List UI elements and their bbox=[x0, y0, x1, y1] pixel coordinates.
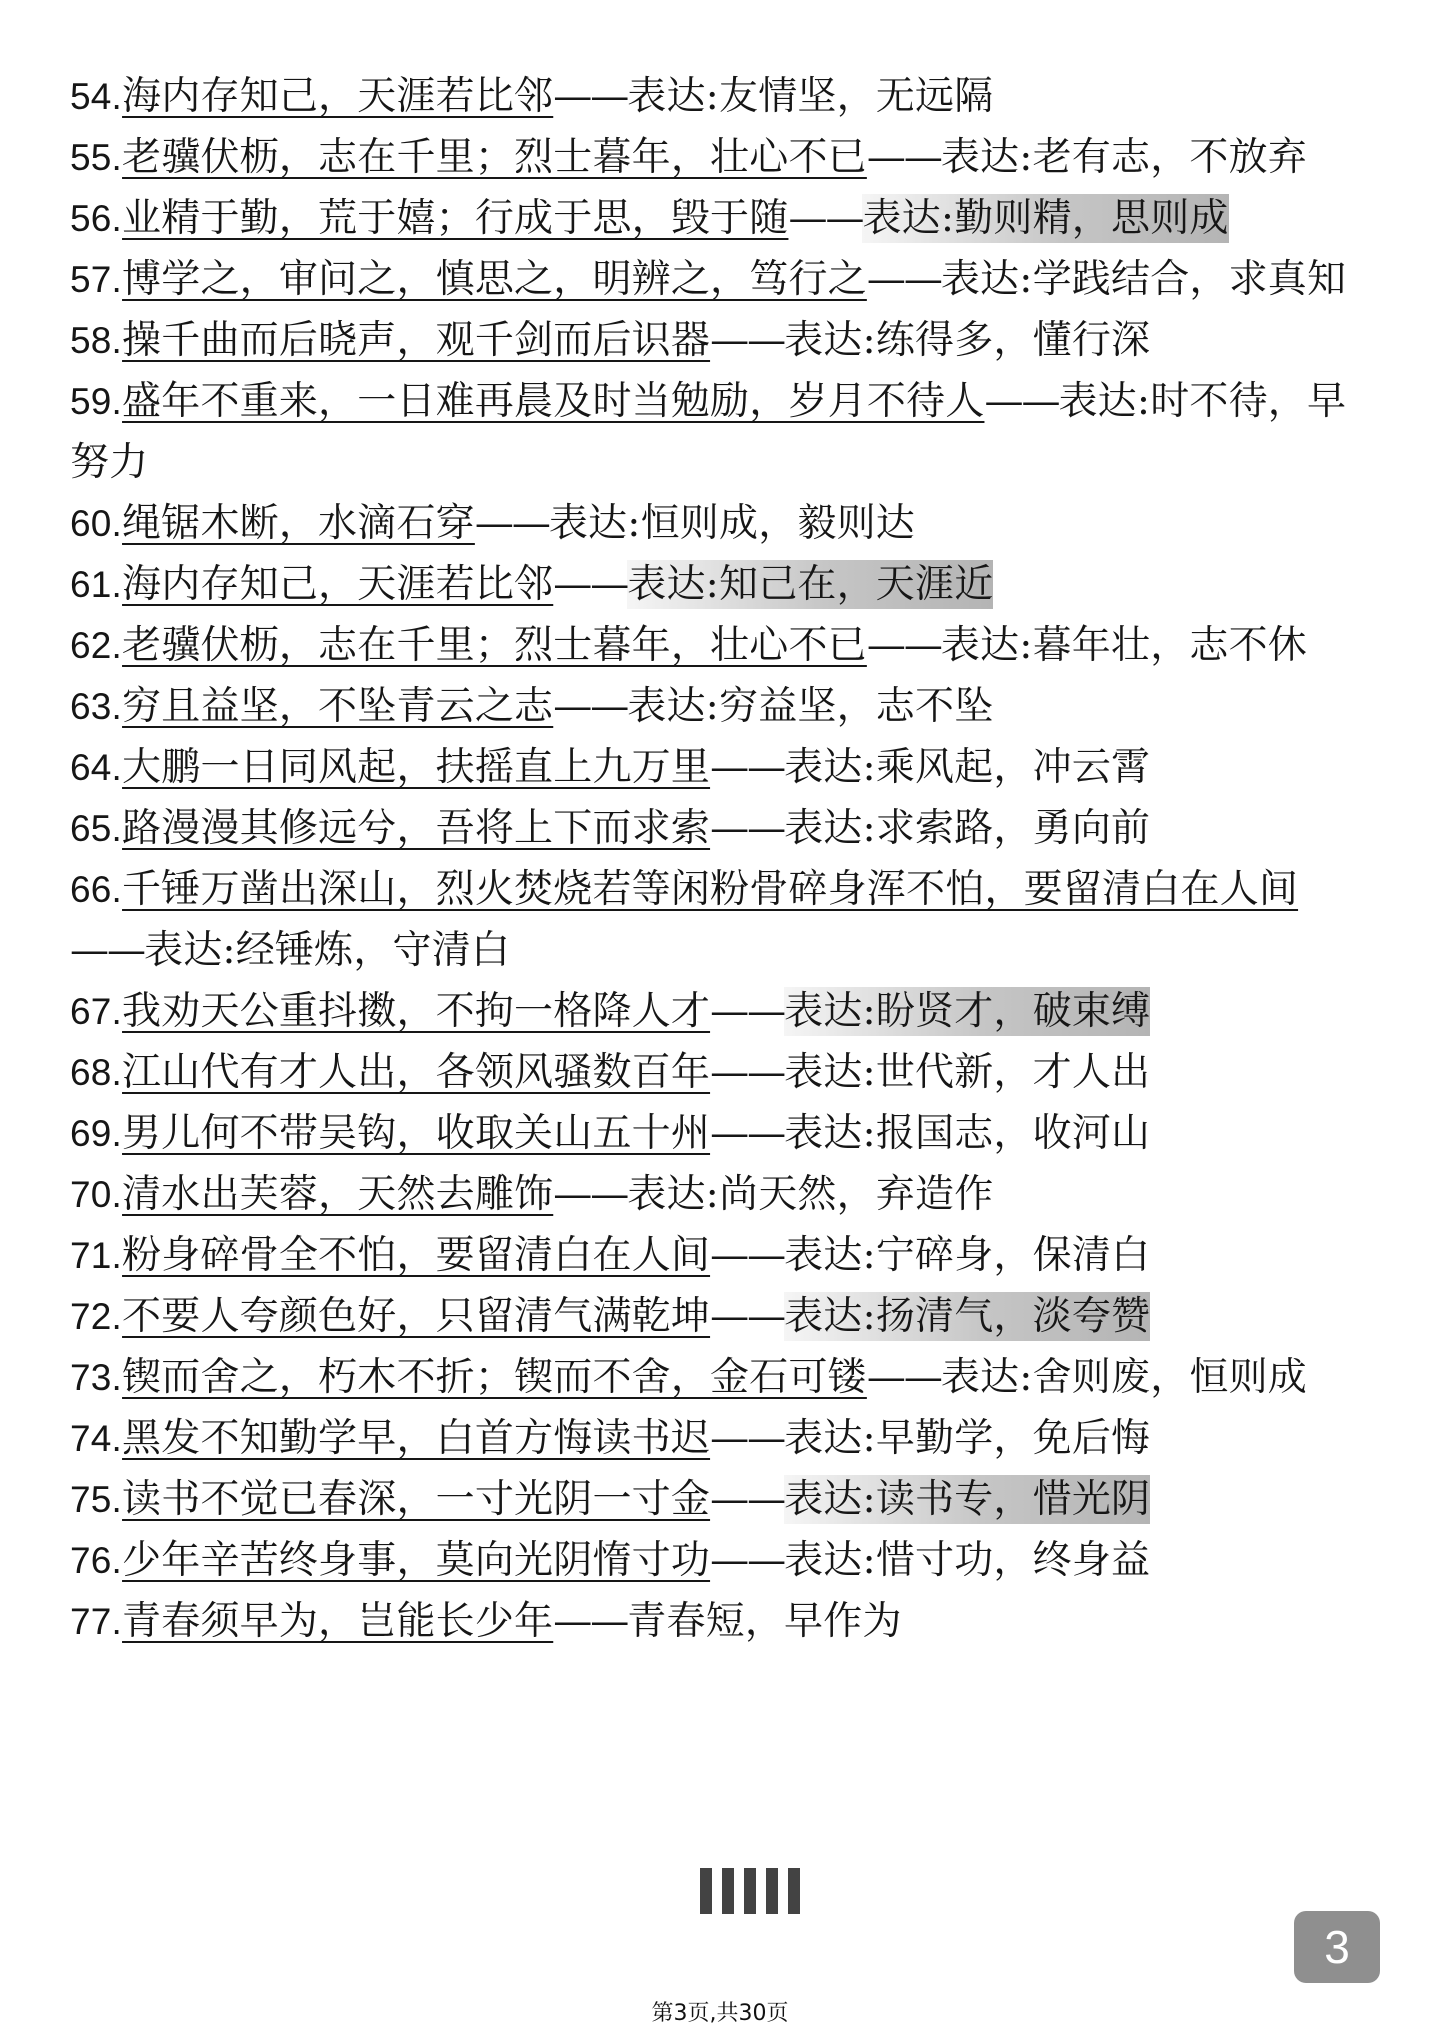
entry-number: 60. bbox=[70, 503, 123, 544]
entry-meaning: 尚天然，弃造作 bbox=[719, 1172, 994, 1217]
entry-label: 表达: bbox=[784, 1477, 876, 1522]
entry-meaning: 穷益坚，志不坠 bbox=[719, 684, 994, 729]
entry-number: 69. bbox=[70, 1113, 123, 1154]
entry-separator: —— bbox=[553, 562, 628, 607]
entry-separator: —— bbox=[866, 135, 941, 180]
entry-meaning-group bbox=[784, 318, 1150, 363]
entry-quote: 读书不觉已春深，一寸光阴一寸金 bbox=[122, 1477, 711, 1522]
list-item bbox=[70, 1469, 1370, 1530]
list-item bbox=[70, 615, 1370, 676]
entry-separator: —— bbox=[710, 745, 785, 790]
entry-label: 表达: bbox=[784, 1111, 876, 1156]
list-item bbox=[70, 127, 1370, 188]
entry-meaning-group bbox=[627, 684, 993, 729]
entry-quote: 老骥伏枥，志在千里；烈士暮年，壮心不已 bbox=[122, 135, 867, 180]
entry-label: 表达: bbox=[784, 989, 876, 1034]
entry-number: 63. bbox=[70, 686, 123, 727]
entry-label: 表达: bbox=[862, 196, 955, 241]
list-item bbox=[70, 1530, 1370, 1591]
entry-separator: —— bbox=[984, 379, 1059, 424]
entry-label: 表达: bbox=[784, 745, 876, 790]
entry-quote: 绳锯木断，水滴石穿 bbox=[122, 501, 475, 546]
entry-meaning-group bbox=[627, 1599, 901, 1644]
entry-meaning-group bbox=[784, 1538, 1150, 1583]
entry-meaning: 早勤学，免后悔 bbox=[875, 1416, 1151, 1461]
list-item bbox=[70, 1408, 1370, 1469]
entry-separator: —— bbox=[710, 806, 785, 851]
entry-meaning-group bbox=[627, 74, 993, 119]
entry-label: 表达: bbox=[940, 1355, 1033, 1400]
entry-meaning-group bbox=[784, 1050, 1150, 1095]
entry-separator: —— bbox=[710, 1050, 785, 1095]
entry-separator: —— bbox=[710, 1538, 785, 1583]
entry-meaning-group bbox=[941, 257, 1346, 302]
entry-label: 表达: bbox=[940, 257, 1033, 302]
entry-number: 64. bbox=[70, 747, 123, 788]
list-item bbox=[70, 798, 1370, 859]
entry-number: 77. bbox=[70, 1601, 123, 1642]
entry-quote: 路漫漫其修远兮，吾将上下而求索 bbox=[122, 806, 711, 851]
entry-label: 表达: bbox=[784, 1233, 876, 1278]
page-footer: 第3页,共30页 bbox=[651, 2001, 789, 2026]
entry-meaning: 乘风起，冲云霄 bbox=[875, 745, 1151, 790]
entry-number: 62. bbox=[70, 625, 123, 666]
entry-quote: 青春须早为，岂能长少年 bbox=[122, 1599, 554, 1644]
entry-meaning: 知己在，天涯近 bbox=[719, 562, 994, 607]
entry-meaning-group bbox=[941, 1355, 1307, 1400]
list-item bbox=[70, 1591, 1370, 1652]
entry-meaning: 老有志，不放弃 bbox=[1032, 135, 1308, 180]
entry-quote: 业精于勤，荒于嬉；行成于思，毁于随 bbox=[122, 196, 789, 241]
entry-label: 表达: bbox=[784, 1294, 876, 1339]
entry-number: 68. bbox=[70, 1052, 123, 1093]
entry-meaning: 惜寸功，终身益 bbox=[875, 1538, 1151, 1583]
entry-quote: 男儿何不带吴钩，收取关山五十州 bbox=[122, 1111, 711, 1156]
entry-quote: 老骥伏枥，志在千里；烈士暮年，壮心不已 bbox=[122, 623, 867, 668]
list-item bbox=[70, 1042, 1370, 1103]
entry-meaning: 报国志，收河山 bbox=[875, 1111, 1151, 1156]
entry-meaning-group bbox=[784, 1233, 1150, 1278]
entry-meaning: 舍则废，恒则成 bbox=[1032, 1355, 1308, 1400]
entry-quote: 海内存知己，天涯若比邻 bbox=[122, 74, 554, 119]
list-item bbox=[70, 859, 1370, 981]
scan-smudge bbox=[700, 1868, 806, 1914]
list-item bbox=[70, 310, 1370, 371]
entry-quote: 盛年不重来，一日难再晨及时当勉励，岁月不待人 bbox=[122, 379, 985, 424]
entry-meaning: 盼贤才，破束缚 bbox=[875, 989, 1151, 1034]
entry-quote: 大鹏一日同风起，扶摇直上九万里 bbox=[122, 745, 711, 790]
entry-separator: —— bbox=[553, 1172, 628, 1217]
list-item bbox=[70, 1225, 1370, 1286]
entry-separator: —— bbox=[710, 318, 785, 363]
entry-meaning-group bbox=[549, 501, 915, 546]
entry-separator: —— bbox=[866, 1355, 941, 1400]
entry-label: 表达: bbox=[144, 928, 236, 973]
entry-separator: —— bbox=[710, 1416, 785, 1461]
list-item bbox=[70, 981, 1370, 1042]
entry-number: 75. bbox=[70, 1479, 123, 1520]
entry-meaning-group bbox=[144, 928, 510, 973]
entry-label: 表达: bbox=[1058, 379, 1151, 424]
list-item bbox=[70, 188, 1370, 249]
entry-quote: 江山代有才人出，各领风骚数百年 bbox=[122, 1050, 711, 1095]
entry-meaning-group bbox=[784, 745, 1150, 790]
entry-quote: 操千曲而后晓声，观千剑而后识器 bbox=[122, 318, 711, 363]
entry-separator: —— bbox=[710, 1477, 785, 1522]
entry-number: 72. bbox=[70, 1296, 123, 1337]
entry-quote: 海内存知己，天涯若比邻 bbox=[122, 562, 554, 607]
list-item bbox=[70, 493, 1370, 554]
entry-meaning: 青春短，早作为 bbox=[627, 1599, 902, 1644]
entry-number: 66. bbox=[70, 869, 123, 910]
entry-separator: —— bbox=[866, 623, 941, 668]
entry-meaning: 经锤炼，守清白 bbox=[235, 928, 511, 973]
entry-label: 表达: bbox=[784, 1538, 876, 1583]
entry-quote: 黑发不知勤学早，白首方悔读书迟 bbox=[122, 1416, 711, 1461]
entry-number: 65. bbox=[70, 808, 123, 849]
entry-label: 表达: bbox=[784, 806, 876, 851]
entry-number: 56. bbox=[70, 198, 123, 239]
entry-quote: 博学之，审问之，慎思之，明辨之，笃行之 bbox=[122, 257, 867, 302]
entry-separator: —— bbox=[710, 1233, 785, 1278]
entry-separator: —— bbox=[70, 928, 144, 973]
entry-label: 表达: bbox=[784, 1416, 876, 1461]
entry-number: 59. bbox=[70, 381, 123, 422]
entry-meaning: 宁碎身，保清白 bbox=[875, 1233, 1151, 1278]
entry-label: 表达: bbox=[548, 501, 641, 546]
page-number-badge: 3 bbox=[1294, 1911, 1380, 1983]
entry-separator: —— bbox=[710, 989, 785, 1034]
entry-label: 表达: bbox=[784, 1050, 876, 1095]
entry-separator: —— bbox=[553, 684, 628, 729]
entry-separator: —— bbox=[553, 74, 628, 119]
entry-quote: 我劝天公重抖擞，不拘一格降人才 bbox=[122, 989, 711, 1034]
entry-meaning: 友情坚，无远隔 bbox=[719, 74, 994, 119]
entry-separator: —— bbox=[710, 1294, 785, 1339]
entry-separator: —— bbox=[553, 1599, 628, 1644]
entry-label: 表达: bbox=[627, 684, 719, 729]
entry-quote: 不要人夸颜色好，只留清气满乾坤 bbox=[122, 1294, 711, 1339]
entry-meaning-group bbox=[941, 623, 1307, 668]
entry-meaning-group bbox=[784, 1475, 1150, 1524]
entry-meaning-group bbox=[627, 560, 993, 609]
list-item bbox=[70, 1286, 1370, 1347]
entry-meaning-group bbox=[784, 1416, 1150, 1461]
entry-number: 73. bbox=[70, 1357, 123, 1398]
entry-meaning: 暮年壮，志不休 bbox=[1032, 623, 1308, 668]
list-item bbox=[70, 66, 1370, 127]
entry-list bbox=[70, 66, 1370, 1652]
entry-meaning: 扬清气，淡夸赞 bbox=[875, 1294, 1151, 1339]
list-item bbox=[70, 1164, 1370, 1225]
list-item bbox=[70, 371, 1370, 493]
entry-label: 表达: bbox=[627, 74, 719, 119]
entry-quote: 粉身碎骨全不怕，要留清白在人间 bbox=[122, 1233, 711, 1278]
list-item bbox=[70, 1103, 1370, 1164]
entry-quote: 少年辛苦终身事，莫向光阴惰寸功 bbox=[122, 1538, 711, 1583]
entry-separator: —— bbox=[788, 196, 863, 241]
entry-number: 61. bbox=[70, 564, 123, 605]
list-item bbox=[70, 554, 1370, 615]
entry-separator: —— bbox=[710, 1111, 785, 1156]
entry-quote: 锲而舍之，朽木不折；锲而不舍，金石可镂 bbox=[122, 1355, 867, 1400]
entry-meaning: 恒则成，毅则达 bbox=[640, 501, 916, 546]
entry-label: 表达: bbox=[627, 1172, 719, 1217]
entry-number: 76. bbox=[70, 1540, 123, 1581]
list-item bbox=[70, 249, 1370, 310]
entry-meaning-group bbox=[862, 194, 1228, 243]
entry-number: 57. bbox=[70, 259, 123, 300]
entry-meaning: 世代新，才人出 bbox=[875, 1050, 1151, 1095]
entry-number: 71. bbox=[70, 1235, 123, 1276]
entry-number: 70. bbox=[70, 1174, 123, 1215]
entry-meaning: 练得多，懂行深 bbox=[875, 318, 1151, 363]
entry-number: 58. bbox=[70, 320, 123, 361]
entry-label: 表达: bbox=[940, 623, 1033, 668]
entry-separator: —— bbox=[474, 501, 549, 546]
entry-meaning: 读书专，惜光阴 bbox=[875, 1477, 1151, 1522]
entry-separator: —— bbox=[866, 257, 941, 302]
entry-label: 表达: bbox=[940, 135, 1033, 180]
entry-meaning: 勤则精，思则成 bbox=[954, 196, 1229, 241]
entry-number: 55. bbox=[70, 137, 123, 178]
entry-meaning-group bbox=[784, 1111, 1150, 1156]
entry-label: 表达: bbox=[627, 562, 719, 607]
entry-meaning: 求索路，勇向前 bbox=[875, 806, 1151, 851]
list-item bbox=[70, 737, 1370, 798]
entry-meaning-group bbox=[941, 135, 1307, 180]
entry-meaning-group bbox=[627, 1172, 993, 1217]
entry-meaning: 时不待，早努力 bbox=[70, 379, 1347, 485]
list-item bbox=[70, 1347, 1370, 1408]
entry-meaning: 学践结合，求真知 bbox=[1032, 257, 1347, 302]
entry-meaning-group bbox=[784, 1292, 1150, 1341]
entry-quote: 清水出芙蓉，天然去雕饰 bbox=[122, 1172, 554, 1217]
list-item bbox=[70, 676, 1370, 737]
entry-meaning-group bbox=[784, 987, 1150, 1036]
entry-meaning-group bbox=[784, 806, 1150, 851]
entry-label: 表达: bbox=[784, 318, 876, 363]
entry-number: 67. bbox=[70, 991, 123, 1032]
entry-quote: 穷且益坚，不坠青云之志 bbox=[122, 684, 554, 729]
entry-number: 74. bbox=[70, 1418, 123, 1459]
entry-quote: 千锤万凿出深山，烈火焚烧若等闲粉骨碎身浑不怕，要留清白在人间 bbox=[122, 867, 1299, 912]
entry-number: 54. bbox=[70, 76, 123, 117]
